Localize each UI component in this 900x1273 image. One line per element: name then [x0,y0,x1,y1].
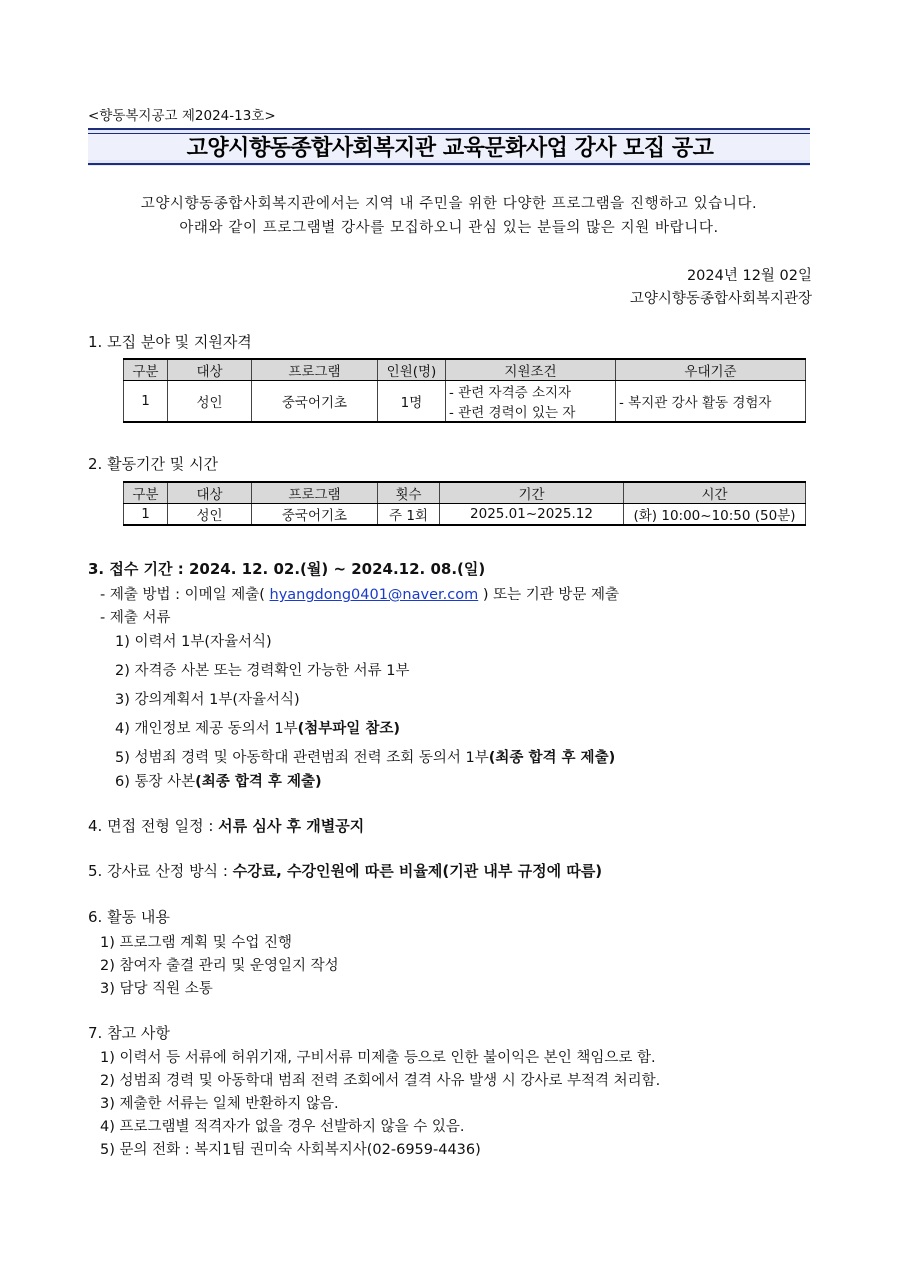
schedule-table [123,481,806,526]
doc-item-2: 2) 자격증 사본 또는 경력확인 가능한 서류 1부 [115,663,410,679]
th-no: 구분 [124,482,168,504]
th-program: 프로그램 [252,482,378,504]
th-target: 대상 [168,359,252,381]
doc-item-5: 5) 성범죄 경력 및 아동학대 관련범죄 전력 조회 동의서 1부(최종 합격 후 제출) [115,750,616,766]
cell-period: 2025.01~2025.12 [440,504,624,526]
cell-target: 성인 [168,504,252,526]
cell-preference: - 복지관 강사 활동 경험자 [616,381,806,423]
activity-item-3: 3) 담당 직원 소통 [100,981,213,997]
section4-heading: 4. 면접 전형 일정 : 서류 심사 후 개별공지 [88,817,365,835]
submission-method [100,583,619,604]
th-program: 프로그램 [252,359,378,381]
intro-line-2: 아래와 같이 프로그램별 강사를 모집하오니 관심 있는 분들의 많은 지원 바랍니다. [179,220,719,236]
cell-conditions [446,381,616,423]
method-prefix: - 제출 방법 : 이메일 제출( [100,587,270,603]
condition-1: - 관련 자격증 소지자 [449,385,572,401]
recruitment-table [123,358,806,423]
activity-item-2: 2) 참여자 출결 관리 및 운영일지 작성 [100,958,339,974]
method-suffix: ) 또는 기관 방문 제출 [478,587,619,603]
cell-no: 1 [124,381,168,423]
th-preference: 우대기준 [616,359,806,381]
section5-heading: 5. 강사료 산정 방식 : 수강료, 수강인원에 따른 비율제(기관 내부 규정에 따름) [88,862,603,880]
cell-target: 성인 [168,381,252,423]
note-item-2: 2) 성범죄 경력 및 아동학대 범죄 전력 조회에서 결격 사유 발생 시 강사로 부적격 처리함. [100,1073,661,1089]
doc-note: (첨부파일 참조) [297,721,400,737]
interview-schedule: 서류 심사 후 개별공지 [218,817,365,835]
th-conditions: 지원조건 [446,359,616,381]
section7-heading: 7. 참고 사항 [88,1024,170,1042]
table-row [124,381,806,423]
cell-no: 1 [124,504,168,526]
section2-heading: 2. 활동기간 및 시간 [88,455,219,473]
documents-label: - 제출 서류 [100,610,171,626]
note-item-1: 1) 이력서 등 서류에 허위기재, 구비서류 미제출 등으로 인한 불이익은 본인 책임으로 함. [100,1050,656,1066]
doc-item-6: 6) 통장 사본(최종 합격 후 제출) [115,774,322,790]
th-period: 기간 [440,482,624,504]
note-item-3: 3) 제출한 서류는 일체 반환하지 않음. [100,1096,339,1112]
issuer-name: 고양시향동종합사회복지관장 [629,291,812,307]
table-row [124,504,806,526]
cell-program: 중국어기초 [252,381,378,423]
condition-2: - 관련 경력이 있는 자 [449,405,576,421]
doc-note: (최종 합격 후 제출) [195,774,322,790]
th-no: 구분 [124,359,168,381]
doc-item-1: 1) 이력서 1부(자율서식) [115,634,272,650]
section1-heading: 1. 모집 분야 및 지원자격 [88,333,252,351]
activity-item-1: 1) 프로그램 계획 및 수업 진행 [100,935,293,951]
page-title: 고양시향동종합사회복지관 교육문화사업 강사 모집 공고 [186,136,714,161]
announcement-date: 2024년 12월 02일 [686,268,812,284]
doc-item-4: 4) 개인정보 제공 동의서 1부(첨부파일 참조) [115,721,400,737]
section6-heading: 6. 활동 내용 [88,908,170,926]
th-count: 인원(명) [378,359,446,381]
cell-count: 1명 [378,381,446,423]
th-time: 시간 [624,482,806,504]
email-link[interactable]: hyangdong0401@naver.com [269,587,479,603]
cell-time: (화) 10:00~10:50 (50분) [624,504,806,526]
note-item-5: 5) 문의 전화 : 복지1팀 권미숙 사회복지사(02-6959-4436) [100,1142,481,1158]
th-frequency: 횟수 [378,482,440,504]
doc-note: (최종 합격 후 제출) [488,750,616,766]
intro-line-1: 고양시향동종합사회복지관에서는 지역 내 주민을 위한 다양한 프로그램을 진행하고 있습니다. [140,196,758,212]
cell-frequency: 주 1회 [378,504,440,526]
doc-item-3: 3) 강의계획서 1부(자율서식) [115,692,300,708]
th-target: 대상 [168,482,252,504]
fee-method: 수강료, 수강인원에 따른 비율제(기관 내부 규정에 따름) [232,862,603,880]
note-item-4: 4) 프로그램별 적격자가 없을 경우 선발하지 않을 수 있음. [100,1119,465,1135]
section3-heading: 3. 접수 기간 : 2024. 12. 02.(월) ~ 2024.12. 08.(일) [88,560,486,578]
notice-number: <향동복지공고 제2024-13호> [88,108,276,124]
cell-program: 중국어기초 [252,504,378,526]
